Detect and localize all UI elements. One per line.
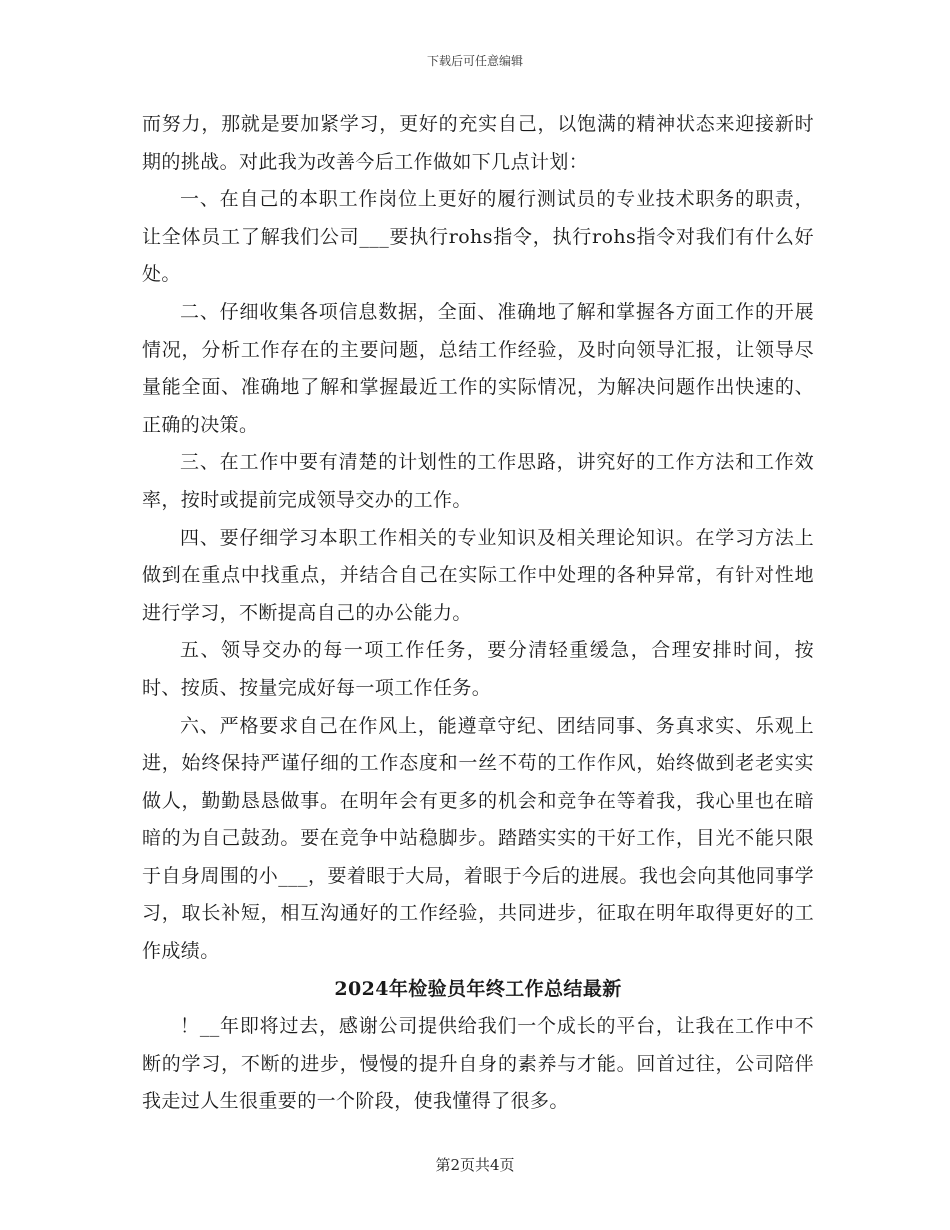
paragraph-plan-3: 三、在工作中要有清楚的计划性的工作思路，讲究好的工作方法和工作效率，按时或提前完成领导交办的工作。 [142, 451, 814, 511]
document-body [142, 106, 814, 1121]
paragraph-plan-6: 六、严格要求自己在作风上，能遵章守纪、团结同事、务真求实、乐观上进，始终保持严谨仔细的工作态度和一丝不苟的工作作风，始终做到老老实实做人，勤勤恳恳做事。在明年会有更多的机会和竞争在等着我，我心里也在暗暗的为自己鼓劲。要在竞争中站稳脚步。踏踏实实的干好工作，目光不能只限于自身周围的小___，要着眼于大局，着眼于今后的进展。我也会向其他同事学习，取长补短，相互沟通好的工作经验，共同进步，征取在明年取得更好的工作成绩。 [142, 714, 814, 963]
page-indicator: 第2页共4页 [435, 1156, 515, 1174]
paragraph-continuation: 而努力，那就是要加紧学习，更好的充实自己，以饱满的精神状态来迎接新时期的挑战。对此我为改善今后工作做如下几点计划： [142, 113, 814, 173]
paragraph-plan-1: 一、在自己的本职工作岗位上更好的履行测试员的专业技术职务的职责，让全体员工了解我们公司___要执行rohs指令，执行rohs指令对我们有什么好处。 [142, 188, 814, 286]
paragraph-plan-4: 四、要仔细学习本职工作相关的专业知识及相关理论知识。在学习方法上做到在重点中找重点，并结合自己在实际工作中处理的各种异常，有针对性地进行学习，不断提高自己的办公能力。 [142, 526, 814, 624]
paragraph-plan-5: 五、领导交办的每一项工作任务，要分清轻重缓急，合理安排时间，按时、按质、按量完成好每一项工作任务。 [142, 639, 814, 699]
header-note: 下载后可任意编辑 [426, 54, 523, 68]
section-title: 2024年检验员年终工作总结最新 [334, 977, 622, 1000]
paragraph-plan-2: 二、仔细收集各项信息数据，全面、准确地了解和掌握各方面工作的开展情况，分析工作存在的主要问题，总结工作经验，及时向领导汇报，让领导尽量能全面、准确地了解和掌握最近工作的实际情况，为解决问题作出快速的、正确的决策。 [142, 300, 814, 436]
section-paragraph: ！__年即将过去，感谢公司提供给我们一个成长的平台，让我在工作中不断的学习，不断的进步，慢慢的提升自身的素养与才能。回首过往，公司陪伴我走过人生很重要的一个阶段，使我懂得了很多。 [142, 1015, 814, 1113]
